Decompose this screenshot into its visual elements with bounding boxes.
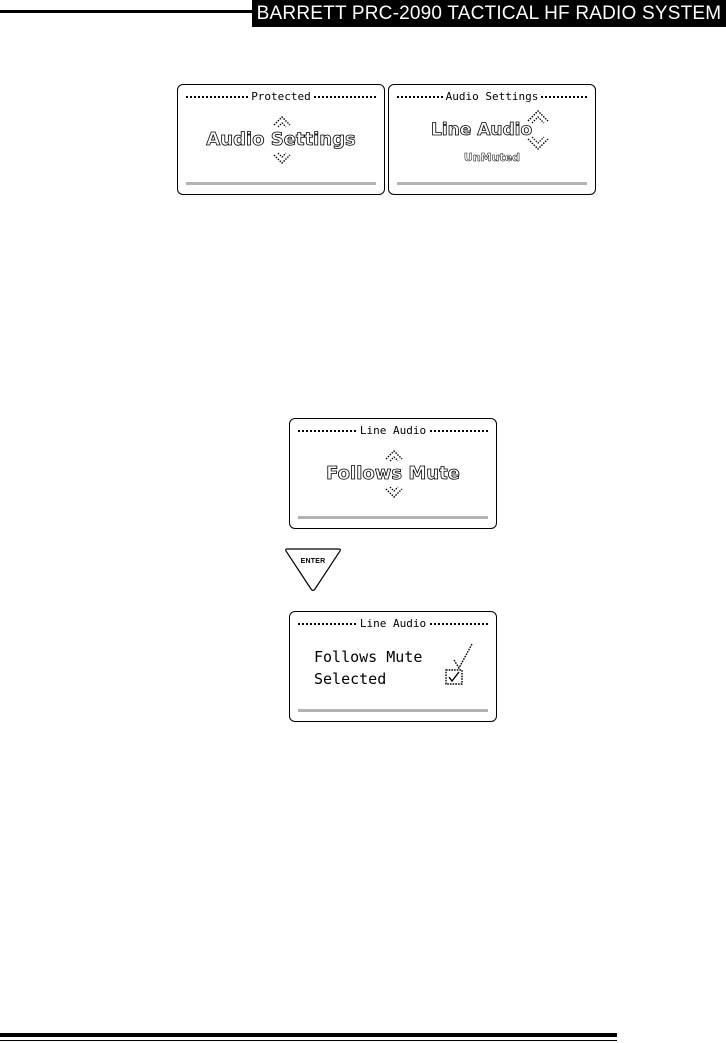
lcd-main-text: Audio Settings: [206, 129, 356, 150]
lcd-header: [290, 618, 496, 630]
footer-dotted-rule: [298, 516, 488, 519]
enter-key-label: ENTER: [300, 558, 326, 565]
lcd-header-text: Protected: [251, 90, 311, 103]
lcd-screen-line-audio-select: [289, 418, 497, 529]
lcd-header-text: Audio Settings: [445, 90, 539, 103]
lcd-sub-text: UnMuted: [463, 151, 521, 164]
lcd-header: [389, 91, 595, 103]
footer-dotted-rule: [298, 709, 488, 712]
lcd-main-text: Line Audio: [431, 120, 533, 140]
footer-rule-thick: [0, 1033, 617, 1037]
enter-key-shape: [283, 545, 343, 595]
lcd-screen-audio-settings: [388, 84, 596, 195]
lcd-screen-line-audio-confirm: [289, 611, 497, 722]
lcd-main-text: Follows Mute: [326, 463, 460, 484]
lcd-screen-protected: [177, 84, 385, 195]
checkbox-icon: [444, 668, 464, 686]
lcd-line-1: Follows Mute: [314, 648, 423, 666]
lcd-header-text: Line Audio: [359, 424, 427, 437]
header-rule: [0, 10, 252, 13]
lcd-header-text: Line Audio: [359, 617, 427, 630]
lcd-line-2: Selected: [314, 670, 387, 688]
footer-dotted-rule: [186, 182, 376, 185]
footer-dotted-rule: [397, 182, 587, 185]
up-down-arrow-icon: [523, 107, 553, 153]
lcd-header: [178, 91, 384, 103]
footer-rule-thin: [0, 1040, 617, 1041]
lcd-header: [290, 425, 496, 437]
enter-key-button[interactable]: [283, 545, 343, 595]
page-header-title: BARRETT PRC-2090 TACTICAL HF RADIO SYSTEM: [252, 0, 726, 27]
